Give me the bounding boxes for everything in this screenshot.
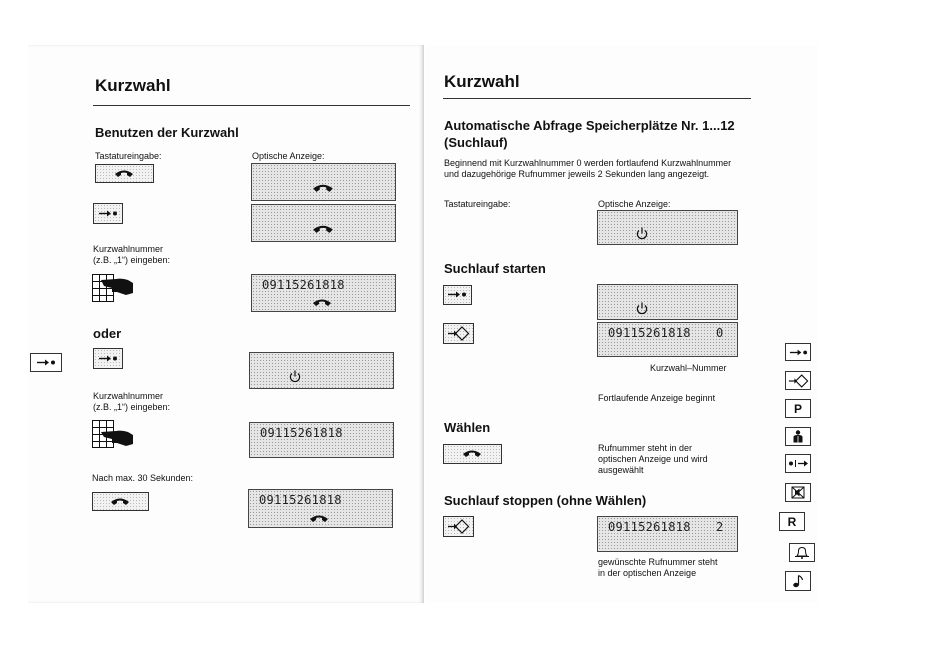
display-standby bbox=[597, 284, 738, 320]
right-col-display-label: Optische Anzeige: bbox=[598, 199, 671, 209]
right-page-title: Kurzwahl bbox=[444, 72, 520, 91]
suchlauf-key[interactable] bbox=[443, 516, 474, 537]
arrow-dot-icon bbox=[789, 348, 808, 357]
instruction-line: (z.B. „1“) eingeben: bbox=[93, 255, 171, 265]
side-music-key bbox=[785, 571, 811, 591]
stop-text: gewünschte Rufnummer steht bbox=[598, 557, 718, 567]
power-icon bbox=[289, 370, 301, 383]
display-number-index bbox=[597, 516, 738, 552]
handset-icon bbox=[312, 182, 334, 194]
handset-icon bbox=[312, 223, 334, 235]
waehlen-text: Rufnummer steht in der bbox=[598, 443, 693, 453]
side-kurzwahl-key bbox=[785, 343, 811, 361]
right-title-rule bbox=[443, 98, 751, 99]
music-note-icon bbox=[792, 574, 804, 588]
suchlauf-key[interactable] bbox=[443, 323, 474, 344]
handset-icon bbox=[462, 448, 482, 459]
handset-key[interactable] bbox=[92, 492, 149, 511]
side-p-key: P bbox=[785, 399, 811, 418]
side-dot-arrow-key bbox=[785, 454, 811, 473]
instruction-line: Kurzwahlnummer bbox=[93, 391, 164, 401]
display-standby bbox=[597, 210, 738, 245]
intro-line: Beginnend mit Kurzwahlnummer 0 werden fortlaufend Kurzwahlnummer bbox=[444, 158, 732, 168]
display-number-text: 09115261818 bbox=[262, 278, 345, 292]
instruction-line: (z.B. „1“) eingeben: bbox=[93, 402, 171, 412]
side-person-key bbox=[785, 427, 811, 446]
instruction-line: Nach max. 30 Sekunden: bbox=[92, 473, 194, 483]
side-suchlauf-key bbox=[785, 371, 811, 390]
left-title-rule bbox=[93, 105, 410, 106]
side-r-key: R bbox=[779, 512, 805, 531]
display-index-text: 0 bbox=[716, 326, 724, 340]
keypad-hand-icon[interactable] bbox=[92, 420, 134, 448]
margin-kurzwahl-key bbox=[30, 353, 62, 372]
left-col-display-label: Optische Anzeige: bbox=[252, 151, 325, 161]
power-icon bbox=[636, 302, 648, 315]
arrow-dot-icon bbox=[98, 354, 118, 363]
left-page-title: Kurzwahl bbox=[95, 76, 171, 95]
display-number-text: 09115261818 bbox=[608, 520, 691, 534]
handset-icon bbox=[309, 513, 329, 524]
right-col-input-label: Tastatureingabe: bbox=[444, 199, 511, 209]
handset-icon bbox=[110, 496, 130, 507]
stop-text: in der optischen Anzeige bbox=[598, 568, 697, 578]
caption-fortlaufend: Fortlaufende Anzeige beginnt bbox=[598, 393, 716, 403]
instruction-line: Kurzwahlnummer bbox=[93, 244, 164, 254]
oder-heading: oder bbox=[93, 326, 122, 341]
intro-line: und dazugehörige Rufnummer jeweils 2 Sekunden lang angezeigt. bbox=[444, 169, 710, 179]
power-icon bbox=[636, 227, 648, 240]
left-col-input-label: Tastatureingabe: bbox=[95, 151, 162, 161]
display-number-text: 09115261818 bbox=[260, 426, 343, 440]
right-section-heading-2: (Suchlauf) bbox=[444, 135, 508, 150]
display-number-text: 09115261818 bbox=[259, 493, 342, 507]
caption-kurzwahl-nummer: Kurzwahl–Nummer bbox=[650, 363, 727, 373]
display-number bbox=[249, 422, 394, 458]
display-index-text: 2 bbox=[716, 520, 724, 534]
waehlen-text: ausgewählt bbox=[598, 465, 644, 475]
display-number-index bbox=[597, 322, 738, 357]
dot-bar-arrow-icon bbox=[788, 459, 809, 468]
display-handset-2 bbox=[251, 204, 396, 242]
handset-key[interactable] bbox=[443, 444, 502, 464]
keypad-hand-icon[interactable] bbox=[92, 274, 134, 302]
speaker-crossed-icon bbox=[791, 486, 805, 499]
person-icon bbox=[791, 430, 805, 443]
arrow-dot-icon bbox=[447, 290, 467, 299]
suchlauf-starten-heading: Suchlauf starten bbox=[444, 261, 546, 276]
arrow-diamond-icon bbox=[788, 374, 809, 388]
waehlen-text: optischen Anzeige und wird bbox=[598, 454, 708, 464]
side-bell-key bbox=[789, 543, 815, 562]
display-number bbox=[248, 489, 393, 528]
display-handset bbox=[251, 163, 396, 201]
kurzwahl-key[interactable] bbox=[93, 203, 123, 224]
suchlauf-stoppen-heading: Suchlauf stoppen (ohne Wählen) bbox=[444, 493, 647, 508]
handset-icon bbox=[312, 297, 332, 308]
kurzwahl-key[interactable] bbox=[93, 348, 123, 369]
arrow-diamond-icon bbox=[447, 326, 470, 341]
right-section-heading: Automatische Abfrage Speicherplätze Nr. 1...12 bbox=[444, 118, 735, 133]
arrow-dot-icon bbox=[98, 209, 118, 218]
waehlen-heading: Wählen bbox=[444, 420, 491, 435]
left-section-heading: Benutzen der Kurzwahl bbox=[95, 125, 239, 140]
display-number bbox=[251, 274, 396, 312]
kurzwahl-key[interactable] bbox=[443, 285, 472, 305]
handset-icon bbox=[114, 168, 134, 179]
display-standby bbox=[249, 352, 394, 389]
arrow-dot-icon bbox=[36, 358, 56, 367]
side-mute-key bbox=[785, 483, 811, 502]
arrow-diamond-icon bbox=[447, 519, 470, 534]
display-number-text: 09115261818 bbox=[608, 326, 691, 340]
bell-icon bbox=[794, 546, 810, 559]
handset-key[interactable] bbox=[95, 164, 154, 183]
